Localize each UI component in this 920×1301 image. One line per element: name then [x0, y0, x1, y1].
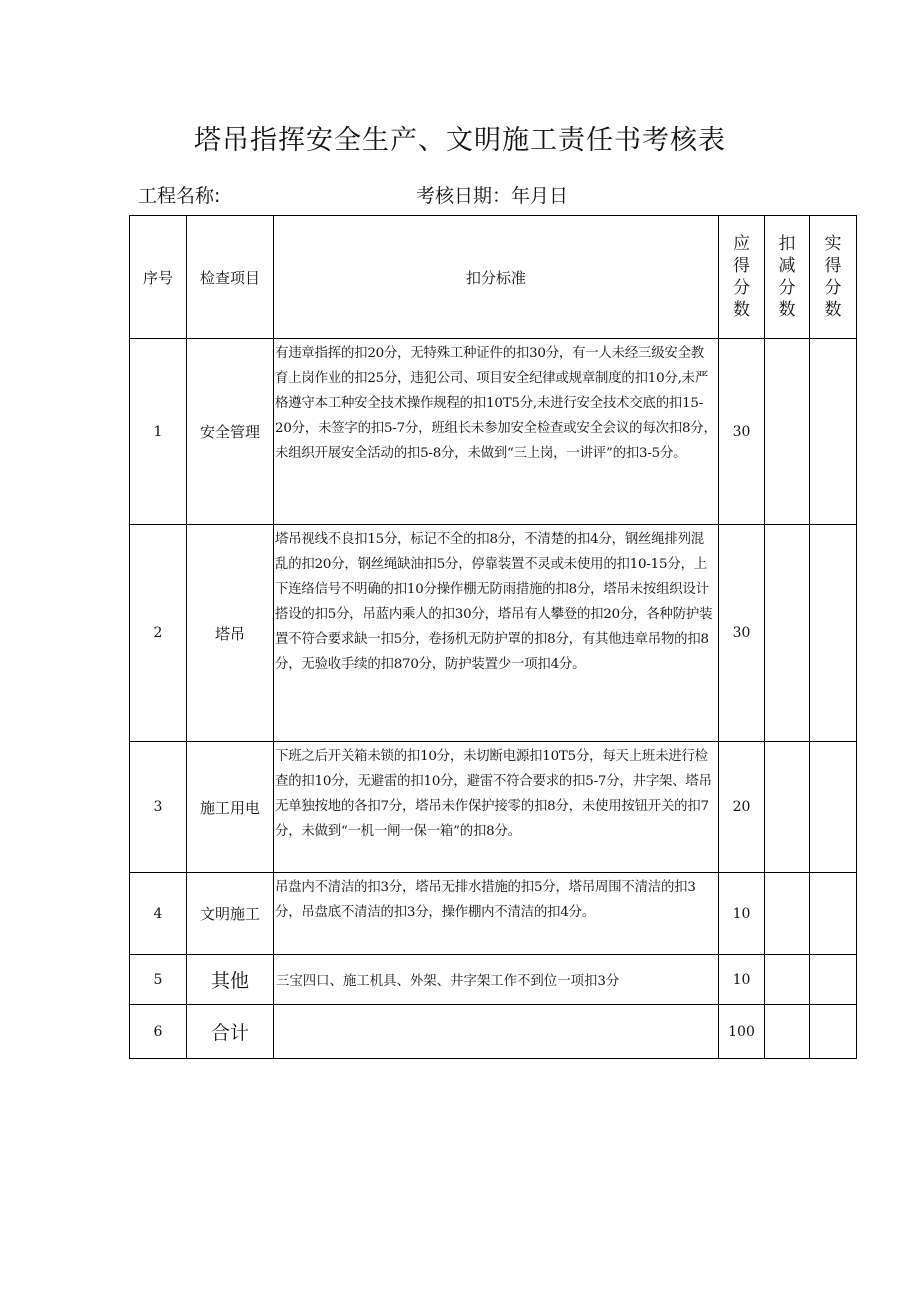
table-row [130, 1005, 857, 1059]
row-actual-score[interactable] [810, 873, 857, 955]
header-deduct-score: 扣 减 分 数 [765, 216, 810, 339]
table-row [130, 742, 857, 873]
row-item: 合计 [187, 1005, 274, 1059]
table-row [130, 873, 857, 955]
row-criteria: 有违章指挥的扣20分，无特殊工种证件的扣30分，有一人未经三级安全教育上岗作业的扣25分，违犯公司、项目安全纪律或规章制度的扣10分,未严格遵守本工种安全技术操作规程的扣10T5分,未进行安全技术交底的扣15-20分，未签字的扣5-7分，班组长未参加安全检查或安全会议的每次扣8分，未组织开展安全活动的扣5-8分，未做到“三上岗，一讲评”的扣3-5分。 [274, 339, 719, 525]
row-criteria [274, 1005, 719, 1059]
row-seq: 3 [130, 742, 187, 873]
row-actual-score[interactable] [810, 525, 857, 742]
row-item: 文明施工 [187, 873, 274, 955]
row-criteria: 下班之后开关箱未锁的扣10分，未切断电源扣10T5分，每天上班未进行检查的扣10分，无避雷的扣10分，避雷不符合要求的扣5-7分，井字架、塔吊无单独按地的各扣7分，塔吊未作保护接零的扣8分，未使用按钮开关的扣7分，未做到“一机一闸一保一箱”的扣8分。 [274, 742, 719, 873]
row-actual-score[interactable] [810, 742, 857, 873]
header-item: 检查项目 [187, 216, 274, 339]
assessment-table [129, 215, 857, 1059]
row-item: 施工用电 [187, 742, 274, 873]
row-actual-score[interactable] [810, 955, 857, 1005]
row-seq: 5 [130, 955, 187, 1005]
table-header-row [130, 216, 857, 339]
project-name-label: 工程名称: [138, 185, 221, 207]
row-item: 塔吊 [187, 525, 274, 742]
table-row [130, 339, 857, 525]
row-deduct-score[interactable] [765, 1005, 810, 1059]
row-due-score: 10 [719, 955, 765, 1005]
header-actual-score: 实 得 分 数 [810, 216, 857, 339]
header-seq: 序号 [130, 216, 187, 339]
row-deduct-score[interactable] [765, 742, 810, 873]
row-due-score: 30 [719, 339, 765, 525]
row-actual-score[interactable] [810, 339, 857, 525]
table-row [130, 525, 857, 742]
row-item: 其他 [187, 955, 274, 1005]
row-deduct-score[interactable] [765, 955, 810, 1005]
header-criteria: 扣分标准 [274, 216, 719, 339]
row-due-score: 10 [719, 873, 765, 955]
row-seq: 2 [130, 525, 187, 742]
row-due-score: 30 [719, 525, 765, 742]
row-due-score: 100 [719, 1005, 765, 1059]
row-deduct-score[interactable] [765, 339, 810, 525]
row-seq: 1 [130, 339, 187, 525]
row-seq: 4 [130, 873, 187, 955]
header-due-score: 应 得 分 数 [719, 216, 765, 339]
table-row [130, 955, 857, 1005]
row-due-score: 20 [719, 742, 765, 873]
row-deduct-score[interactable] [765, 525, 810, 742]
row-criteria: 三宝四口、施工机具、外架、井字架工作不到位一项扣3分 [274, 955, 719, 1005]
document-title: 塔吊指挥安全生产、文明施工责任书考核表 [194, 125, 726, 156]
row-criteria: 塔吊视线不良扣15分，标记不全的扣8分，不清楚的扣4分，钢丝绳排列混乱的扣20分，钢丝绳缺油扣5分，停靠装置不灵或未使用的扣10-15分，上下连络信号不明确的扣10分操作棚无防雨措施的扣8分，塔吊未按组织设计搭设的扣5分，吊蓝内乘人的扣30分，塔吊有人攀登的扣20分，各种防护装置不符合要求缺一扣5分，卷扬机无防护罩的扣8分，有其他违章吊物的扣8分，无验收手续的扣870分，防护装置少一项扣4分。 [274, 525, 719, 742]
row-item: 安全管理 [187, 339, 274, 525]
assessment-date-label: 考核日期：年月日 [416, 185, 569, 207]
row-deduct-score[interactable] [765, 873, 810, 955]
row-criteria: 吊盘内不清洁的扣3分，塔吊无排水措施的扣5分，塔吊周围不清洁的扣3分，吊盘底不清洁的扣3分，操作棚内不清洁的扣4分。 [274, 873, 719, 955]
row-actual-score[interactable] [810, 1005, 857, 1059]
row-seq: 6 [130, 1005, 187, 1059]
